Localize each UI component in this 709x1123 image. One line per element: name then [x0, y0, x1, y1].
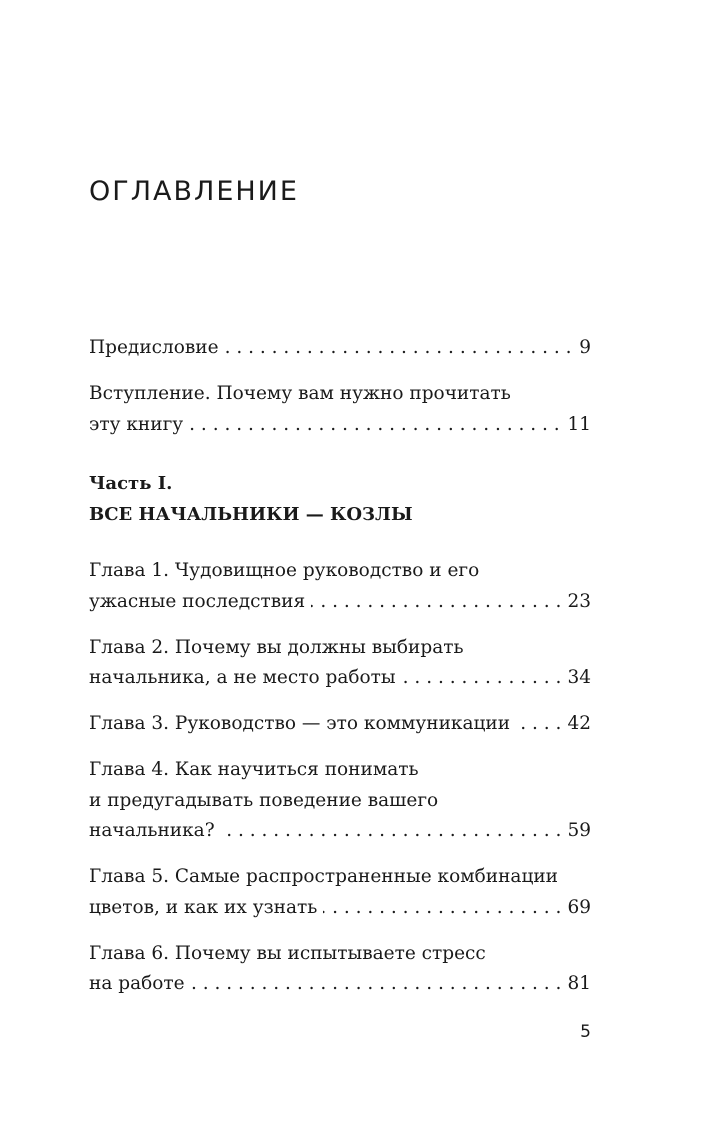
toc-page-number: 81: [567, 973, 591, 994]
toc-page-number: 59: [567, 820, 591, 841]
dot-leader: [191, 969, 562, 1000]
part-title: ВСЕ НАЧАЛЬНИКИ — КОЗЛЫ: [89, 504, 413, 525]
part-heading: [89, 468, 591, 530]
toc-entry-title: Глава 3. Руководство — это коммуникации: [89, 713, 511, 734]
toc-page-number: 34: [567, 667, 591, 688]
toc-entry-preface[interactable]: [89, 333, 591, 364]
toc-entry-title: цветов, и как их узнать: [89, 896, 318, 918]
toc-entry-chapter-1[interactable]: [89, 556, 591, 617]
toc-line: [89, 663, 591, 694]
toc-entry-title: начальника, а не место работы: [89, 667, 396, 688]
toc-entry-title: Глава 5. Самые распространенные комбинации: [89, 866, 558, 887]
toc-page-number: 23: [567, 590, 591, 612]
page-number: 5: [580, 1022, 591, 1042]
toc-line: [89, 410, 591, 441]
dot-leader: [516, 709, 561, 740]
toc-page-number: 9: [579, 337, 591, 358]
toc-line: [89, 556, 591, 587]
toc-line: [89, 633, 591, 664]
toc-line: [89, 786, 591, 817]
toc-entry-title: Предисловие: [89, 337, 219, 358]
toc-entry-title: ужасные последствия: [89, 590, 306, 612]
toc-entry-title: Глава 2. Почему вы должны выбирать: [89, 636, 464, 658]
toc-line: [89, 939, 591, 970]
toc-page-number: 69: [567, 896, 591, 918]
toc-entry-chapter-3[interactable]: [89, 709, 591, 740]
toc-line: [89, 816, 591, 847]
toc-entry-title: эту книгу: [89, 413, 184, 435]
table-of-contents: [89, 333, 591, 1015]
toc-entry-title: и предугадывать поведение вашего: [89, 789, 439, 811]
toc-entry-introduction[interactable]: [89, 379, 591, 440]
toc-entry-title: на работе: [89, 973, 185, 994]
toc-line: [89, 893, 591, 924]
toc-line: [89, 587, 591, 618]
toc-page-number: 11: [567, 413, 591, 435]
dot-leader: [189, 410, 561, 441]
toc-entry-chapter-2[interactable]: [89, 633, 591, 694]
toc-line: [89, 862, 591, 893]
toc-line: [89, 333, 591, 364]
toc-entry-chapter-4[interactable]: [89, 755, 591, 847]
page-title: ОГЛАВЛЕНИЕ: [89, 176, 299, 207]
toc-entry-chapter-5[interactable]: [89, 862, 591, 923]
part-label: Часть I.: [89, 473, 173, 494]
toc-entry-title: Глава 6. Почему вы испытываете стресс: [89, 942, 486, 964]
dot-leader: [225, 333, 574, 364]
toc-line: [89, 755, 591, 786]
toc-line: [89, 379, 591, 410]
toc-entry-chapter-6[interactable]: [89, 939, 591, 1000]
toc-entry-title: Глава 4. Как научиться понимать: [89, 759, 419, 780]
toc-entry-title: Вступление. Почему вам нужно прочитать: [89, 383, 511, 404]
dot-leader: [402, 663, 562, 694]
toc-entry-title: начальника?: [89, 820, 215, 841]
dot-leader: [221, 816, 562, 847]
toc-page-number: 42: [567, 713, 591, 734]
dot-leader: [323, 893, 561, 924]
toc-line: [89, 709, 591, 740]
toc-entry-title: Глава 1. Чудовищное руководство и его: [89, 560, 480, 581]
toc-line: [89, 969, 591, 1000]
dot-leader: [311, 587, 561, 618]
